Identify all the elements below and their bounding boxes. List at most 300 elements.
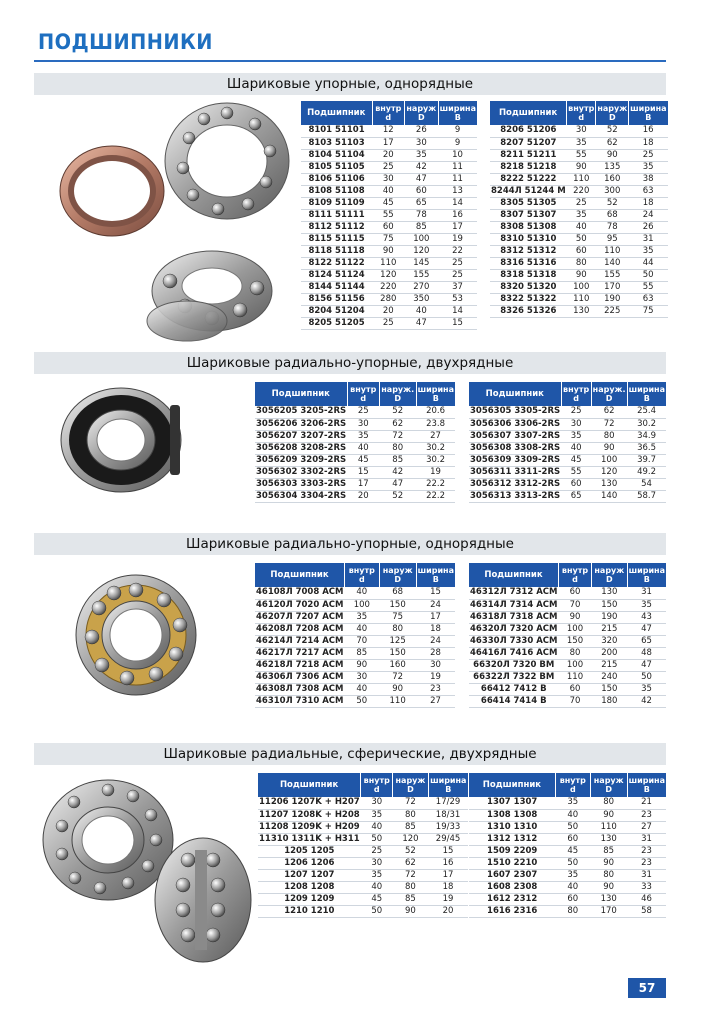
table-row bbox=[469, 659, 666, 671]
cell-bearing: 66412 7412 B bbox=[469, 683, 558, 695]
col-header-width-label: ширина bbox=[439, 104, 476, 113]
cell-bearing: 46207Л 7207 ACM bbox=[256, 611, 344, 622]
cell-width-B: 30.2 bbox=[416, 442, 455, 454]
cell-bearing: 46320Л 7320 ACM bbox=[470, 623, 558, 634]
cell-outer-D: 52 bbox=[393, 845, 428, 857]
cell-outer-D: 72 bbox=[379, 671, 416, 683]
table-row bbox=[490, 197, 668, 209]
cell-bearing: 3056209 3209-2RS bbox=[256, 454, 347, 465]
table-row bbox=[301, 197, 477, 209]
cell-outer-D: 110 bbox=[590, 821, 627, 833]
col-header-outer-label: наруж bbox=[382, 566, 413, 575]
cell-width-B: 75 bbox=[629, 305, 668, 317]
cell-outer-D: 130 bbox=[590, 893, 627, 905]
cell-inner-d: 70 bbox=[558, 599, 591, 611]
table-row bbox=[490, 221, 668, 233]
cell-inner-d: 55 bbox=[567, 149, 596, 161]
cell-width-B: 25 bbox=[438, 269, 477, 281]
col-header-width bbox=[627, 563, 666, 587]
col-header-bearing bbox=[301, 101, 372, 125]
table-row bbox=[301, 137, 477, 149]
cell-bearing: 8305 51305 bbox=[490, 197, 567, 209]
table-row bbox=[301, 209, 477, 221]
cell-bearing: 1608 2308 bbox=[469, 881, 555, 893]
col-header-outer-symbol: D bbox=[606, 575, 613, 584]
table-row bbox=[469, 454, 666, 466]
section-title-angular-single: Шариковые радиально-упорные, однорядные bbox=[34, 533, 666, 555]
cell-outer-D: 120 bbox=[405, 245, 439, 257]
table-row bbox=[469, 418, 666, 430]
col-header-inner-symbol: d bbox=[385, 113, 392, 122]
cell-bearing: 3056306 3306-2RS bbox=[470, 418, 561, 429]
cell-width-B: 35 bbox=[627, 599, 666, 611]
table-row bbox=[469, 406, 666, 418]
table-row bbox=[469, 671, 666, 683]
cell-inner-d: 90 bbox=[344, 659, 379, 671]
cell-outer-D: 160 bbox=[379, 659, 416, 671]
col-header-outer-label: наруж bbox=[593, 776, 624, 785]
col-header-inner-symbol: d bbox=[358, 575, 365, 584]
cell-width-B: 17 bbox=[416, 611, 455, 623]
cell-inner-d: 45 bbox=[372, 197, 404, 209]
cell-inner-d: 60 bbox=[558, 587, 591, 599]
col-header-inner bbox=[361, 773, 393, 797]
cell-width-B: 65 bbox=[627, 635, 666, 647]
cell-inner-d: 75 bbox=[372, 233, 404, 245]
col-header-inner-label: внутр bbox=[375, 104, 402, 113]
cell-width-B: 9 bbox=[438, 137, 477, 149]
table-row bbox=[490, 269, 668, 281]
table-row bbox=[469, 478, 666, 490]
cell-inner-d: 100 bbox=[558, 659, 591, 671]
col-header-outer-symbol: D bbox=[394, 394, 402, 403]
cell-bearing: 8122 51122 bbox=[301, 257, 372, 269]
table-angular-double-right bbox=[469, 382, 666, 503]
col-header-inner-label: внутр bbox=[561, 566, 589, 575]
cell-bearing: 8308 51308 bbox=[490, 221, 567, 233]
cell-outer-D: 350 bbox=[405, 293, 439, 305]
col-header-inner-symbol: d bbox=[578, 113, 585, 122]
table-row bbox=[469, 587, 666, 599]
cell-outer-D: 52 bbox=[596, 125, 629, 137]
cell-inner-d: 100 bbox=[558, 623, 591, 635]
cell-bearing: 8112 51112 bbox=[301, 221, 372, 233]
table-row bbox=[301, 233, 477, 245]
cell-bearing: 8316 51316 bbox=[490, 257, 567, 269]
table-row bbox=[255, 635, 455, 647]
table-row bbox=[258, 809, 468, 821]
table-row bbox=[258, 869, 468, 881]
col-header-width bbox=[627, 382, 666, 406]
cell-width-B: 36.5 bbox=[627, 442, 666, 454]
table-row bbox=[255, 623, 455, 635]
cell-outer-D: 140 bbox=[596, 257, 629, 269]
cell-outer-D: 140 bbox=[591, 490, 627, 502]
table-row bbox=[469, 490, 666, 502]
cell-outer-D: 130 bbox=[590, 833, 627, 845]
table-row bbox=[255, 490, 455, 502]
cell-width-B: 16 bbox=[428, 857, 468, 869]
cell-width-B: 23 bbox=[627, 809, 666, 821]
cell-inner-d: 85 bbox=[344, 647, 379, 659]
cell-width-B: 22.2 bbox=[416, 478, 455, 490]
col-header-outer-label: наруж bbox=[395, 776, 426, 785]
cell-outer-D: 30 bbox=[405, 137, 439, 149]
cell-outer-D: 62 bbox=[591, 406, 627, 418]
cell-width-B: 18 bbox=[428, 881, 468, 893]
cell-inner-d: 110 bbox=[558, 671, 591, 683]
table-row bbox=[490, 125, 668, 137]
cell-width-B: 19 bbox=[428, 893, 468, 905]
col-header-width-symbol: B bbox=[643, 785, 650, 794]
col-header-outer bbox=[405, 101, 439, 125]
table-row bbox=[255, 695, 455, 707]
col-header-width-label: ширина bbox=[628, 566, 665, 575]
cell-inner-d: 40 bbox=[344, 623, 379, 635]
col-header-bearing bbox=[258, 773, 361, 797]
cell-width-B: 20.6 bbox=[416, 406, 455, 418]
cell-inner-d: 40 bbox=[361, 881, 393, 893]
cell-outer-D: 80 bbox=[591, 430, 627, 442]
cell-inner-d: 40 bbox=[561, 442, 591, 454]
cell-outer-D: 215 bbox=[592, 659, 628, 671]
cell-outer-D: 78 bbox=[405, 209, 439, 221]
cell-outer-D: 90 bbox=[393, 905, 428, 917]
cell-outer-D: 80 bbox=[379, 442, 416, 454]
col-header-width bbox=[428, 773, 468, 797]
cell-inner-d: 100 bbox=[344, 599, 379, 611]
table-row bbox=[469, 857, 666, 869]
cell-outer-D: 60 bbox=[405, 185, 439, 197]
section-title-angular-double: Шариковые радиально-упорные, двухрядные bbox=[34, 352, 666, 374]
title-divider bbox=[34, 60, 666, 62]
col-header-width-label: ширина bbox=[630, 104, 667, 113]
cell-width-B: 47 bbox=[627, 659, 666, 671]
table-angular-single-right bbox=[469, 563, 666, 708]
cell-bearing: 3056206 3206-2RS bbox=[256, 418, 347, 429]
cell-bearing: 46310Л 7310 ACM bbox=[256, 695, 344, 706]
cell-width-B: 46 bbox=[627, 893, 666, 905]
cell-bearing: 8206 51206 bbox=[490, 125, 567, 137]
cell-bearing: 1205 1205 bbox=[258, 845, 361, 857]
cell-width-B: 16 bbox=[438, 209, 477, 221]
cell-inner-d: 60 bbox=[558, 683, 591, 695]
cell-bearing: 8244Л 51244 М bbox=[491, 185, 566, 196]
cell-width-B: 13 bbox=[438, 185, 477, 197]
col-header-inner-label: внутр bbox=[348, 566, 375, 575]
table-row bbox=[301, 317, 477, 329]
table-row bbox=[258, 845, 468, 857]
cell-outer-D: 35 bbox=[405, 149, 439, 161]
cell-outer-D: 120 bbox=[393, 833, 428, 845]
cell-inner-d: 35 bbox=[555, 797, 590, 809]
cell-inner-d: 90 bbox=[567, 269, 596, 281]
table-row bbox=[255, 418, 455, 430]
cell-width-B: 23 bbox=[627, 845, 666, 857]
table-row bbox=[490, 257, 668, 269]
cell-bearing: 46308Л 7308 ACM bbox=[256, 683, 344, 694]
cell-outer-D: 95 bbox=[596, 233, 629, 245]
page-title: ПОДШИПНИКИ bbox=[38, 30, 213, 54]
cell-inner-d: 55 bbox=[561, 466, 591, 478]
cell-width-B: 18/31 bbox=[428, 809, 468, 821]
cell-width-B: 19/33 bbox=[428, 821, 468, 833]
cell-inner-d: 110 bbox=[567, 173, 596, 185]
cell-width-B: 16 bbox=[629, 125, 668, 137]
cell-outer-D: 240 bbox=[592, 671, 628, 683]
section-title-thrust: Шариковые упорные, однорядные bbox=[34, 73, 666, 95]
table-thrust-left bbox=[301, 101, 477, 330]
cell-bearing: 46214Л 7214 ACM bbox=[256, 635, 344, 646]
cell-inner-d: 50 bbox=[361, 833, 393, 845]
cell-inner-d: 90 bbox=[558, 611, 591, 623]
table-row bbox=[301, 149, 477, 161]
cell-outer-D: 72 bbox=[591, 418, 627, 430]
cell-bearing: 8307 51307 bbox=[490, 209, 567, 221]
cell-bearing: 1510 2210 bbox=[469, 857, 555, 869]
cell-inner-d: 20 bbox=[372, 149, 404, 161]
cell-outer-D: 52 bbox=[596, 197, 629, 209]
col-header-bearing bbox=[469, 773, 555, 797]
table-row bbox=[301, 269, 477, 281]
cell-inner-d: 50 bbox=[344, 695, 379, 707]
cell-outer-D: 90 bbox=[379, 683, 416, 695]
cell-inner-d: 30 bbox=[372, 173, 404, 185]
cell-outer-D: 155 bbox=[405, 269, 439, 281]
cell-outer-D: 47 bbox=[379, 478, 416, 490]
cell-inner-d: 30 bbox=[361, 857, 393, 869]
table-row bbox=[255, 406, 455, 418]
cell-bearing: 1612 2312 bbox=[469, 893, 555, 905]
cell-outer-D: 110 bbox=[596, 245, 629, 257]
cell-inner-d: 17 bbox=[372, 137, 404, 149]
cell-width-B: 19 bbox=[416, 466, 455, 478]
table-thrust-right bbox=[490, 101, 668, 318]
cell-width-B: 44 bbox=[629, 257, 668, 269]
table-row bbox=[255, 478, 455, 490]
cell-width-B: 31 bbox=[627, 833, 666, 845]
cell-bearing: 1509 2209 bbox=[469, 845, 555, 857]
cell-outer-D: 100 bbox=[591, 454, 627, 466]
cell-inner-d: 35 bbox=[344, 611, 379, 623]
cell-bearing: 46218Л 7218 ACM bbox=[256, 659, 344, 670]
table-row bbox=[490, 137, 668, 149]
cell-width-B: 27 bbox=[416, 695, 455, 707]
cell-outer-D: 85 bbox=[393, 821, 428, 833]
cell-width-B: 19 bbox=[416, 671, 455, 683]
col-header-bearing-label: Подшипник bbox=[482, 779, 542, 790]
cell-inner-d: 110 bbox=[372, 257, 404, 269]
cell-width-B: 37 bbox=[438, 281, 477, 293]
col-header-width bbox=[416, 563, 455, 587]
col-header-outer-label: наруж. bbox=[592, 385, 626, 394]
cell-bearing: 3056308 3308-2RS bbox=[470, 442, 561, 453]
cell-width-B: 58.7 bbox=[627, 490, 666, 502]
cell-outer-D: 42 bbox=[379, 466, 416, 478]
cell-inner-d: 80 bbox=[567, 257, 596, 269]
cell-outer-D: 190 bbox=[596, 293, 629, 305]
col-header-inner-label: внутр bbox=[350, 385, 377, 394]
cell-outer-D: 90 bbox=[590, 881, 627, 893]
cell-inner-d: 40 bbox=[344, 683, 379, 695]
col-header-inner bbox=[344, 563, 379, 587]
col-header-width bbox=[438, 101, 477, 125]
col-header-inner-label: внутр bbox=[568, 104, 595, 113]
table-row bbox=[301, 185, 477, 197]
cell-inner-d: 45 bbox=[347, 454, 379, 466]
cell-bearing: 3056207 3207-2RS bbox=[256, 430, 347, 441]
cell-bearing: 1307 1307 bbox=[469, 797, 555, 809]
cell-outer-D: 130 bbox=[592, 587, 628, 599]
col-header-bearing bbox=[255, 382, 347, 406]
table-row bbox=[255, 647, 455, 659]
cell-bearing: 1310 1310 bbox=[469, 821, 555, 833]
table-row bbox=[255, 599, 455, 611]
table-row bbox=[301, 173, 477, 185]
cell-inner-d: 220 bbox=[567, 185, 596, 197]
cell-outer-D: 62 bbox=[596, 137, 629, 149]
table-row bbox=[255, 683, 455, 695]
cell-bearing: 3056313 3313-2RS bbox=[470, 490, 561, 501]
cell-width-B: 26 bbox=[629, 221, 668, 233]
cell-bearing: 66414 7414 B bbox=[469, 695, 558, 707]
cell-width-B: 31 bbox=[629, 233, 668, 245]
cell-width-B: 27 bbox=[416, 430, 455, 442]
cell-outer-D: 80 bbox=[393, 809, 428, 821]
cell-inner-d: 45 bbox=[561, 454, 591, 466]
col-header-width-symbol: B bbox=[643, 575, 650, 584]
cell-width-B: 47 bbox=[627, 623, 666, 635]
cell-inner-d: 70 bbox=[558, 695, 591, 707]
cell-inner-d: 35 bbox=[361, 869, 393, 881]
col-header-width bbox=[627, 773, 666, 797]
cell-width-B: 18 bbox=[629, 137, 668, 149]
table-row bbox=[490, 233, 668, 245]
col-header-outer-label: наруж. bbox=[381, 385, 415, 394]
cell-inner-d: 30 bbox=[344, 671, 379, 683]
col-header-width-label: ширина bbox=[628, 776, 665, 785]
col-header-width-symbol: B bbox=[432, 575, 439, 584]
cell-bearing: 3056303 3303-2RS bbox=[256, 478, 347, 489]
col-header-width bbox=[629, 101, 668, 125]
cell-bearing: 8111 51111 bbox=[301, 209, 372, 221]
cell-bearing: 46306Л 7306 ACM bbox=[256, 671, 344, 682]
cell-outer-D: 85 bbox=[590, 845, 627, 857]
col-header-inner-symbol: d bbox=[360, 394, 367, 403]
cell-width-B: 42 bbox=[627, 695, 666, 707]
cell-bearing: 8103 51103 bbox=[301, 137, 372, 149]
cell-outer-D: 215 bbox=[592, 623, 628, 635]
cell-bearing: 8106 51106 bbox=[301, 173, 372, 185]
cell-bearing: 8101 51101 bbox=[301, 125, 372, 137]
col-header-width bbox=[416, 382, 455, 406]
cell-bearing: 66322Л 7322 BM bbox=[469, 671, 558, 683]
cell-outer-D: 150 bbox=[379, 599, 416, 611]
cell-width-B: 53 bbox=[438, 293, 477, 305]
cell-inner-d: 35 bbox=[361, 809, 393, 821]
col-header-bearing-label: Подшипник bbox=[498, 107, 558, 118]
cell-bearing: 1308 1308 bbox=[469, 809, 555, 821]
cell-outer-D: 68 bbox=[596, 209, 629, 221]
cell-width-B: 24 bbox=[629, 209, 668, 221]
col-header-bearing-label: Подшипник bbox=[484, 569, 543, 580]
cell-width-B: 23 bbox=[416, 683, 455, 695]
col-header-bearing-label: Подшипник bbox=[271, 388, 330, 399]
table-row bbox=[255, 659, 455, 671]
cell-width-B: 34.9 bbox=[627, 430, 666, 442]
table-row bbox=[469, 869, 666, 881]
table-row bbox=[490, 209, 668, 221]
cell-outer-D: 125 bbox=[379, 635, 416, 647]
col-header-inner bbox=[347, 382, 379, 406]
cell-outer-D: 160 bbox=[596, 173, 629, 185]
cell-inner-d: 110 bbox=[567, 293, 596, 305]
table-row bbox=[490, 245, 668, 257]
cell-inner-d: 45 bbox=[555, 845, 590, 857]
table-row bbox=[255, 430, 455, 442]
cell-width-B: 17/29 bbox=[428, 797, 468, 809]
cell-bearing: 3056205 3205-2RS bbox=[256, 406, 347, 417]
cell-width-B: 31 bbox=[627, 869, 666, 881]
cell-bearing: 8109 51109 bbox=[301, 197, 372, 209]
cell-width-B: 15 bbox=[416, 587, 455, 599]
col-header-width-symbol: B bbox=[645, 113, 652, 122]
cell-outer-D: 80 bbox=[379, 623, 416, 635]
table-row bbox=[469, 466, 666, 478]
cell-inner-d: 60 bbox=[555, 893, 590, 905]
cell-inner-d: 50 bbox=[567, 233, 596, 245]
cell-inner-d: 25 bbox=[372, 161, 404, 173]
cell-outer-D: 75 bbox=[379, 611, 416, 623]
cell-outer-D: 80 bbox=[590, 797, 627, 809]
cell-width-B: 14 bbox=[438, 305, 477, 317]
cell-bearing: 8108 51108 bbox=[301, 185, 372, 197]
cell-width-B: 18 bbox=[629, 197, 668, 209]
cell-outer-D: 65 bbox=[405, 197, 439, 209]
cell-inner-d: 35 bbox=[555, 869, 590, 881]
table-row bbox=[469, 893, 666, 905]
col-header-outer bbox=[592, 563, 628, 587]
cell-width-B: 20 bbox=[428, 905, 468, 917]
cell-bearing: 8322 51322 bbox=[490, 293, 567, 305]
cell-width-B: 25.4 bbox=[627, 406, 666, 418]
cell-outer-D: 72 bbox=[393, 869, 428, 881]
cell-outer-D: 225 bbox=[596, 305, 629, 317]
table-row bbox=[301, 161, 477, 173]
table-row bbox=[469, 809, 666, 821]
table-row bbox=[490, 161, 668, 173]
table-row bbox=[469, 647, 666, 659]
angular-contact-bearing-icon bbox=[72, 570, 202, 700]
cell-inner-d: 130 bbox=[567, 305, 596, 317]
cell-bearing: 8118 51118 bbox=[301, 245, 372, 257]
cell-bearing: 46318Л 7318 ACM bbox=[470, 611, 558, 622]
cell-inner-d: 35 bbox=[561, 430, 591, 442]
table-row bbox=[469, 623, 666, 635]
cell-bearing: 1208 1208 bbox=[258, 881, 361, 893]
cell-inner-d: 60 bbox=[567, 245, 596, 257]
cell-inner-d: 25 bbox=[347, 406, 379, 418]
cell-width-B: 38 bbox=[629, 173, 668, 185]
cell-width-B: 28 bbox=[416, 647, 455, 659]
col-header-width-symbol: B bbox=[454, 113, 461, 122]
cell-inner-d: 50 bbox=[555, 821, 590, 833]
cell-inner-d: 40 bbox=[372, 185, 404, 197]
cell-inner-d: 50 bbox=[361, 905, 393, 917]
cell-bearing: 66320Л 7320 BM bbox=[469, 659, 558, 671]
cell-width-B: 33 bbox=[627, 881, 666, 893]
cell-inner-d: 25 bbox=[561, 406, 591, 418]
